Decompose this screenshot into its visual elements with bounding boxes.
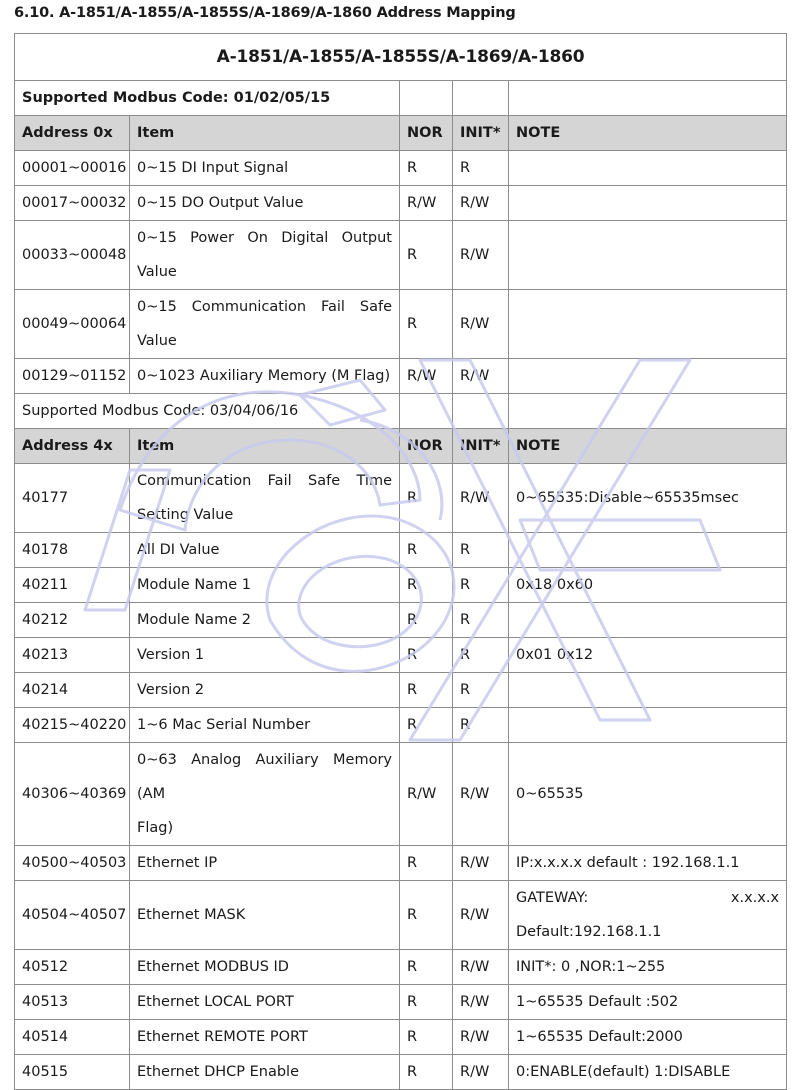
address-cell: 40214 [15,673,130,708]
item-cell: Version 1 [130,638,400,673]
col-header-item: Item [130,429,400,464]
address-cell: 00033~00048 [15,221,130,290]
item-cell: 0~15 DI Input Signal [130,151,400,186]
note-cell [509,151,787,186]
init-cell: R [453,708,509,743]
note-cell: 0:ENABLE(default) 1:DISABLE [509,1055,787,1090]
nor-cell: R [400,290,453,359]
nor-cell: R [400,603,453,638]
note-cell: INIT*: 0 ,NOR:1~255 [509,950,787,985]
address-cell: 40504~40507 [15,881,130,950]
note-cell: 1~65535 Default :502 [509,985,787,1020]
nor-cell: R [400,673,453,708]
item-line-2: Value [137,264,177,280]
init-cell: R/W [453,881,509,950]
table-row [15,846,787,881]
address-cell: 40306~40369 [15,743,130,846]
note-cell [509,881,787,950]
table-title: A-1851/A-1855/A-1855S/A-1869/A-1860 [15,34,787,81]
address-cell: 40212 [15,603,130,638]
nor-cell: R [400,1055,453,1090]
item-cell: 0~1023 Auxiliary Memory (M Flag) [130,359,400,394]
nor-cell: R [400,221,453,290]
table-row [15,290,787,359]
address-cell: 40514 [15,1020,130,1055]
address-mapping-table [14,33,787,1090]
table-row [15,638,787,673]
init-cell: R/W [453,846,509,881]
empty-cell [509,81,787,116]
note-cell [509,186,787,221]
note-cell: 0x18 0x60 [509,568,787,603]
table-row [15,1020,787,1055]
item-cell: Ethernet MODBUS ID [130,950,400,985]
col-header-init: INIT* [453,116,509,151]
empty-cell [400,394,453,429]
table-row [15,533,787,568]
item-cell [130,290,400,359]
col-header-note: NOTE [509,116,787,151]
nor-cell: R [400,638,453,673]
init-cell: R/W [453,1055,509,1090]
supported-codes-label: Supported Modbus Code: 03/04/06/16 [15,394,400,429]
nor-cell: R/W [400,743,453,846]
nor-cell: R [400,708,453,743]
address-cell: 00017~00032 [15,186,130,221]
address-cell: 40213 [15,638,130,673]
table-row [15,673,787,708]
column-header-row [15,116,787,151]
note-cell [509,359,787,394]
init-cell: R [453,673,509,708]
init-cell: R [453,151,509,186]
note-gateway-value: x.x.x.x [730,890,780,906]
nor-cell: R [400,151,453,186]
init-cell: R/W [453,186,509,221]
item-cell [130,743,400,846]
col-header-item: Item [130,116,400,151]
init-cell: R/W [453,1020,509,1055]
col-header-address: Address 4x [15,429,130,464]
init-cell: R/W [453,743,509,846]
item-cell: Ethernet LOCAL PORT [130,985,400,1020]
address-cell: 40500~40503 [15,846,130,881]
note-cell: 0x01 0x12 [509,638,787,673]
section-heading: 6.10. A-1851/A-1855/A-1855S/A-1869/A-1860 Address Mapping [14,5,516,21]
address-cell: 00049~00064 [15,290,130,359]
table-row [15,603,787,638]
empty-cell [509,394,787,429]
nor-cell: R [400,533,453,568]
col-header-nor: NOR [400,116,453,151]
item-line-1: 0~63 Analog Auxiliary Memory (AM [137,752,392,802]
address-cell: 40178 [15,533,130,568]
init-cell: R/W [453,464,509,533]
empty-cell [453,394,509,429]
item-cell [130,464,400,533]
table-row [15,359,787,394]
init-cell: R/W [453,985,509,1020]
init-cell: R/W [453,290,509,359]
nor-cell: R [400,568,453,603]
table-row [15,568,787,603]
init-cell: R [453,603,509,638]
note-line-1 [516,881,779,915]
item-cell: Version 2 [130,673,400,708]
note-cell [509,533,787,568]
item-line-2: Value [137,333,177,349]
init-cell: R [453,568,509,603]
address-cell: 40177 [15,464,130,533]
note-wrapper [516,881,779,949]
nor-cell: R [400,846,453,881]
item-cell: Module Name 2 [130,603,400,638]
col-header-address: Address 0x [15,116,130,151]
address-cell: 00129~01152 [15,359,130,394]
table-row [15,1055,787,1090]
item-cell: 1~6 Mac Serial Number [130,708,400,743]
nor-cell: R [400,985,453,1020]
item-line-2: Setting Value [137,507,234,523]
supported-codes-row [15,394,787,429]
item-cell: Ethernet IP [130,846,400,881]
table-title-row [15,34,787,81]
address-cell: 40512 [15,950,130,985]
col-header-init: INIT* [453,429,509,464]
note-cell: 0~65535 [509,743,787,846]
empty-cell [453,81,509,116]
nor-cell: R [400,950,453,985]
nor-cell: R/W [400,186,453,221]
table-row [15,186,787,221]
note-cell [509,221,787,290]
nor-cell: R [400,1020,453,1055]
item-cell: Ethernet DHCP Enable [130,1055,400,1090]
address-cell: 40211 [15,568,130,603]
init-cell: R/W [453,359,509,394]
table-row [15,464,787,533]
note-gateway-label: GATEWAY: [516,890,589,906]
address-cell: 00001~00016 [15,151,130,186]
table-row [15,743,787,846]
empty-cell [400,81,453,116]
item-line-1: Communication Fail Safe Time [137,473,392,489]
supported-codes-row [15,81,787,116]
item-line-1: 0~15 Power On Digital Output [137,230,392,246]
address-cell: 40513 [15,985,130,1020]
table-row [15,881,787,950]
address-cell: 40515 [15,1055,130,1090]
note-cell: IP:x.x.x.x default : 192.168.1.1 [509,846,787,881]
item-line-1: 0~15 Communication Fail Safe [137,299,392,315]
nor-cell: R/W [400,359,453,394]
item-line-2: Flag) [137,820,174,836]
table-row [15,221,787,290]
init-cell: R [453,533,509,568]
note-cell [509,708,787,743]
col-header-nor: NOR [400,429,453,464]
supported-codes-label: Supported Modbus Code: 01/02/05/15 [15,81,400,116]
item-cell: Module Name 1 [130,568,400,603]
init-cell: R/W [453,950,509,985]
item-cell: Ethernet REMOTE PORT [130,1020,400,1055]
note-cell [509,290,787,359]
note-cell [509,673,787,708]
note-cell: 0~65535:Disable~65535msec [509,464,787,533]
item-cell: Ethernet MASK [130,881,400,950]
init-cell: R [453,638,509,673]
address-cell: 40215~40220 [15,708,130,743]
table-row [15,708,787,743]
col-header-note: NOTE [509,429,787,464]
note-cell: 1~65535 Default:2000 [509,1020,787,1055]
table-row [15,950,787,985]
init-cell: R/W [453,221,509,290]
table-row [15,985,787,1020]
table-row [15,151,787,186]
item-cell: All DI Value [130,533,400,568]
item-cell [130,221,400,290]
column-header-row [15,429,787,464]
nor-cell: R [400,881,453,950]
note-cell [509,603,787,638]
nor-cell: R [400,464,453,533]
item-cell: 0~15 DO Output Value [130,186,400,221]
note-line-2: Default:192.168.1.1 [516,924,662,940]
